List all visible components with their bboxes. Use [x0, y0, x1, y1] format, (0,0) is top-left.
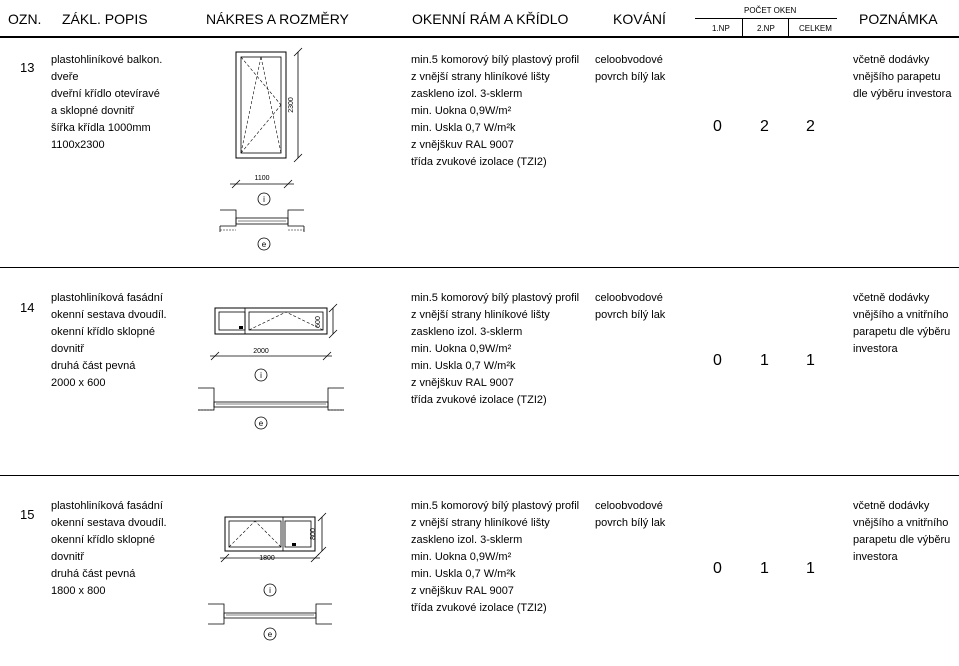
hardware-description: celoobvodové povrch bílý lak — [595, 292, 666, 321]
count-total: 1 — [806, 560, 815, 577]
dim-height: 800 — [310, 528, 317, 540]
header-zakl-popis: ZÁKL. POPIS — [62, 11, 148, 27]
count-col-divider-2 — [788, 18, 789, 37]
mark-interior: i — [269, 586, 271, 595]
mark-exterior: e — [267, 630, 273, 639]
row-description: plastohliníková fasádní okenní sestava dvoudíl. okenní křídlo sklopné dovnitř druhá část pevná 2000 x 600 — [51, 292, 167, 389]
mark-exterior: e — [258, 419, 264, 428]
dim-width: 2000 — [253, 348, 269, 355]
hardware-description: celoobvodové povrch bílý lak — [595, 54, 666, 83]
hardware-description: celoobvodové povrch bílý lak — [595, 500, 666, 529]
mark-interior: i — [260, 371, 262, 380]
count-2np: 2 — [760, 118, 769, 135]
count-total: 1 — [806, 352, 815, 369]
note: včetně dodávky vnějšího parapetu dle výběru investora — [853, 54, 952, 100]
frame-description: min.5 komorový bílý plastový profil z vnější strany hliníkové lišty zaskleno izol. 3-sklerm min. Uokna 0,9W/m² min. Uskla 0,7 W/m²k z vnějškuv RAL 9007 třída zvukové izolace (TZI2) — [411, 500, 580, 614]
count-1np: 0 — [713, 560, 722, 577]
count-subdivider — [695, 18, 837, 19]
count-total: 2 — [806, 118, 815, 135]
frame-description: min.5 komorový bílý plastový profil z vnější strany hliníkové lišty zaskleno izol. 3-sklerm min. Uokna 0,9W/m² min. Uskla 0,7 W/m²k z vnějškuv RAL 9007 třída zvukové izolace (TZI2) — [411, 292, 580, 406]
row-number: 14 — [20, 300, 35, 315]
window-drawing — [180, 42, 390, 267]
dim-width: 1100 — [254, 175, 270, 182]
mark-exterior: e — [261, 240, 267, 249]
row-number: 13 — [20, 60, 35, 75]
dim-height: 600 — [315, 316, 322, 328]
header-ozn: OZN. — [8, 11, 42, 27]
note: včetně dodávky vnějšího a vnitřního parapetu dle výběru investora — [853, 500, 951, 563]
row-divider-2 — [0, 475, 959, 476]
count-col-divider-1 — [742, 18, 743, 37]
row-description: plastohliníkové balkon. dveře dveřní křídlo otevíravé a sklopné dovnitř šířka křídla 1000mm 1100x2300 — [51, 54, 163, 151]
dim-height: 2300 — [288, 97, 295, 113]
header-nakres: NÁKRES A ROZMĚRY — [206, 11, 349, 27]
header-ram: OKENNÍ RÁM A KŘÍDLO — [412, 11, 569, 27]
count-1np: 0 — [713, 118, 722, 135]
note: včetně dodávky vnějšího a vnitřního parapetu dle výběru investora — [853, 292, 951, 355]
row-number: 15 — [20, 507, 35, 522]
header-poznamka: POZNÁMKA — [859, 11, 938, 27]
window-drawing — [200, 500, 350, 650]
frame-description: min.5 komorový bílý plastový profil z vnější strany hliníkové lišty zaskleno izol. 3-sklerm min. Uokna 0,9W/m² min. Uskla 0,7 W/m²k z vnějškuv RAL 9007 třída zvukové izolace (TZI2) — [411, 54, 580, 168]
count-1np: 0 — [713, 352, 722, 369]
count-2np: 1 — [760, 560, 769, 577]
row-description: plastohliníková fasádní okenní sestava dvoudíl. okenní křídlo sklopné dovnitř druhá část pevná 1800 x 800 — [51, 500, 167, 597]
header-celkem: CELKEM — [799, 24, 832, 33]
header-2np: 2.NP — [757, 24, 775, 33]
mark-interior: i — [263, 195, 265, 204]
header-divider — [0, 36, 959, 38]
window-drawing — [190, 290, 360, 440]
header-1np: 1.NP — [712, 24, 730, 33]
dim-width: 1800 — [259, 555, 275, 562]
header-kovani: KOVÁNÍ — [613, 11, 666, 27]
header-pocet-oken: POČET OKEN — [744, 6, 797, 15]
row-divider-1 — [0, 267, 959, 268]
count-2np: 1 — [760, 352, 769, 369]
